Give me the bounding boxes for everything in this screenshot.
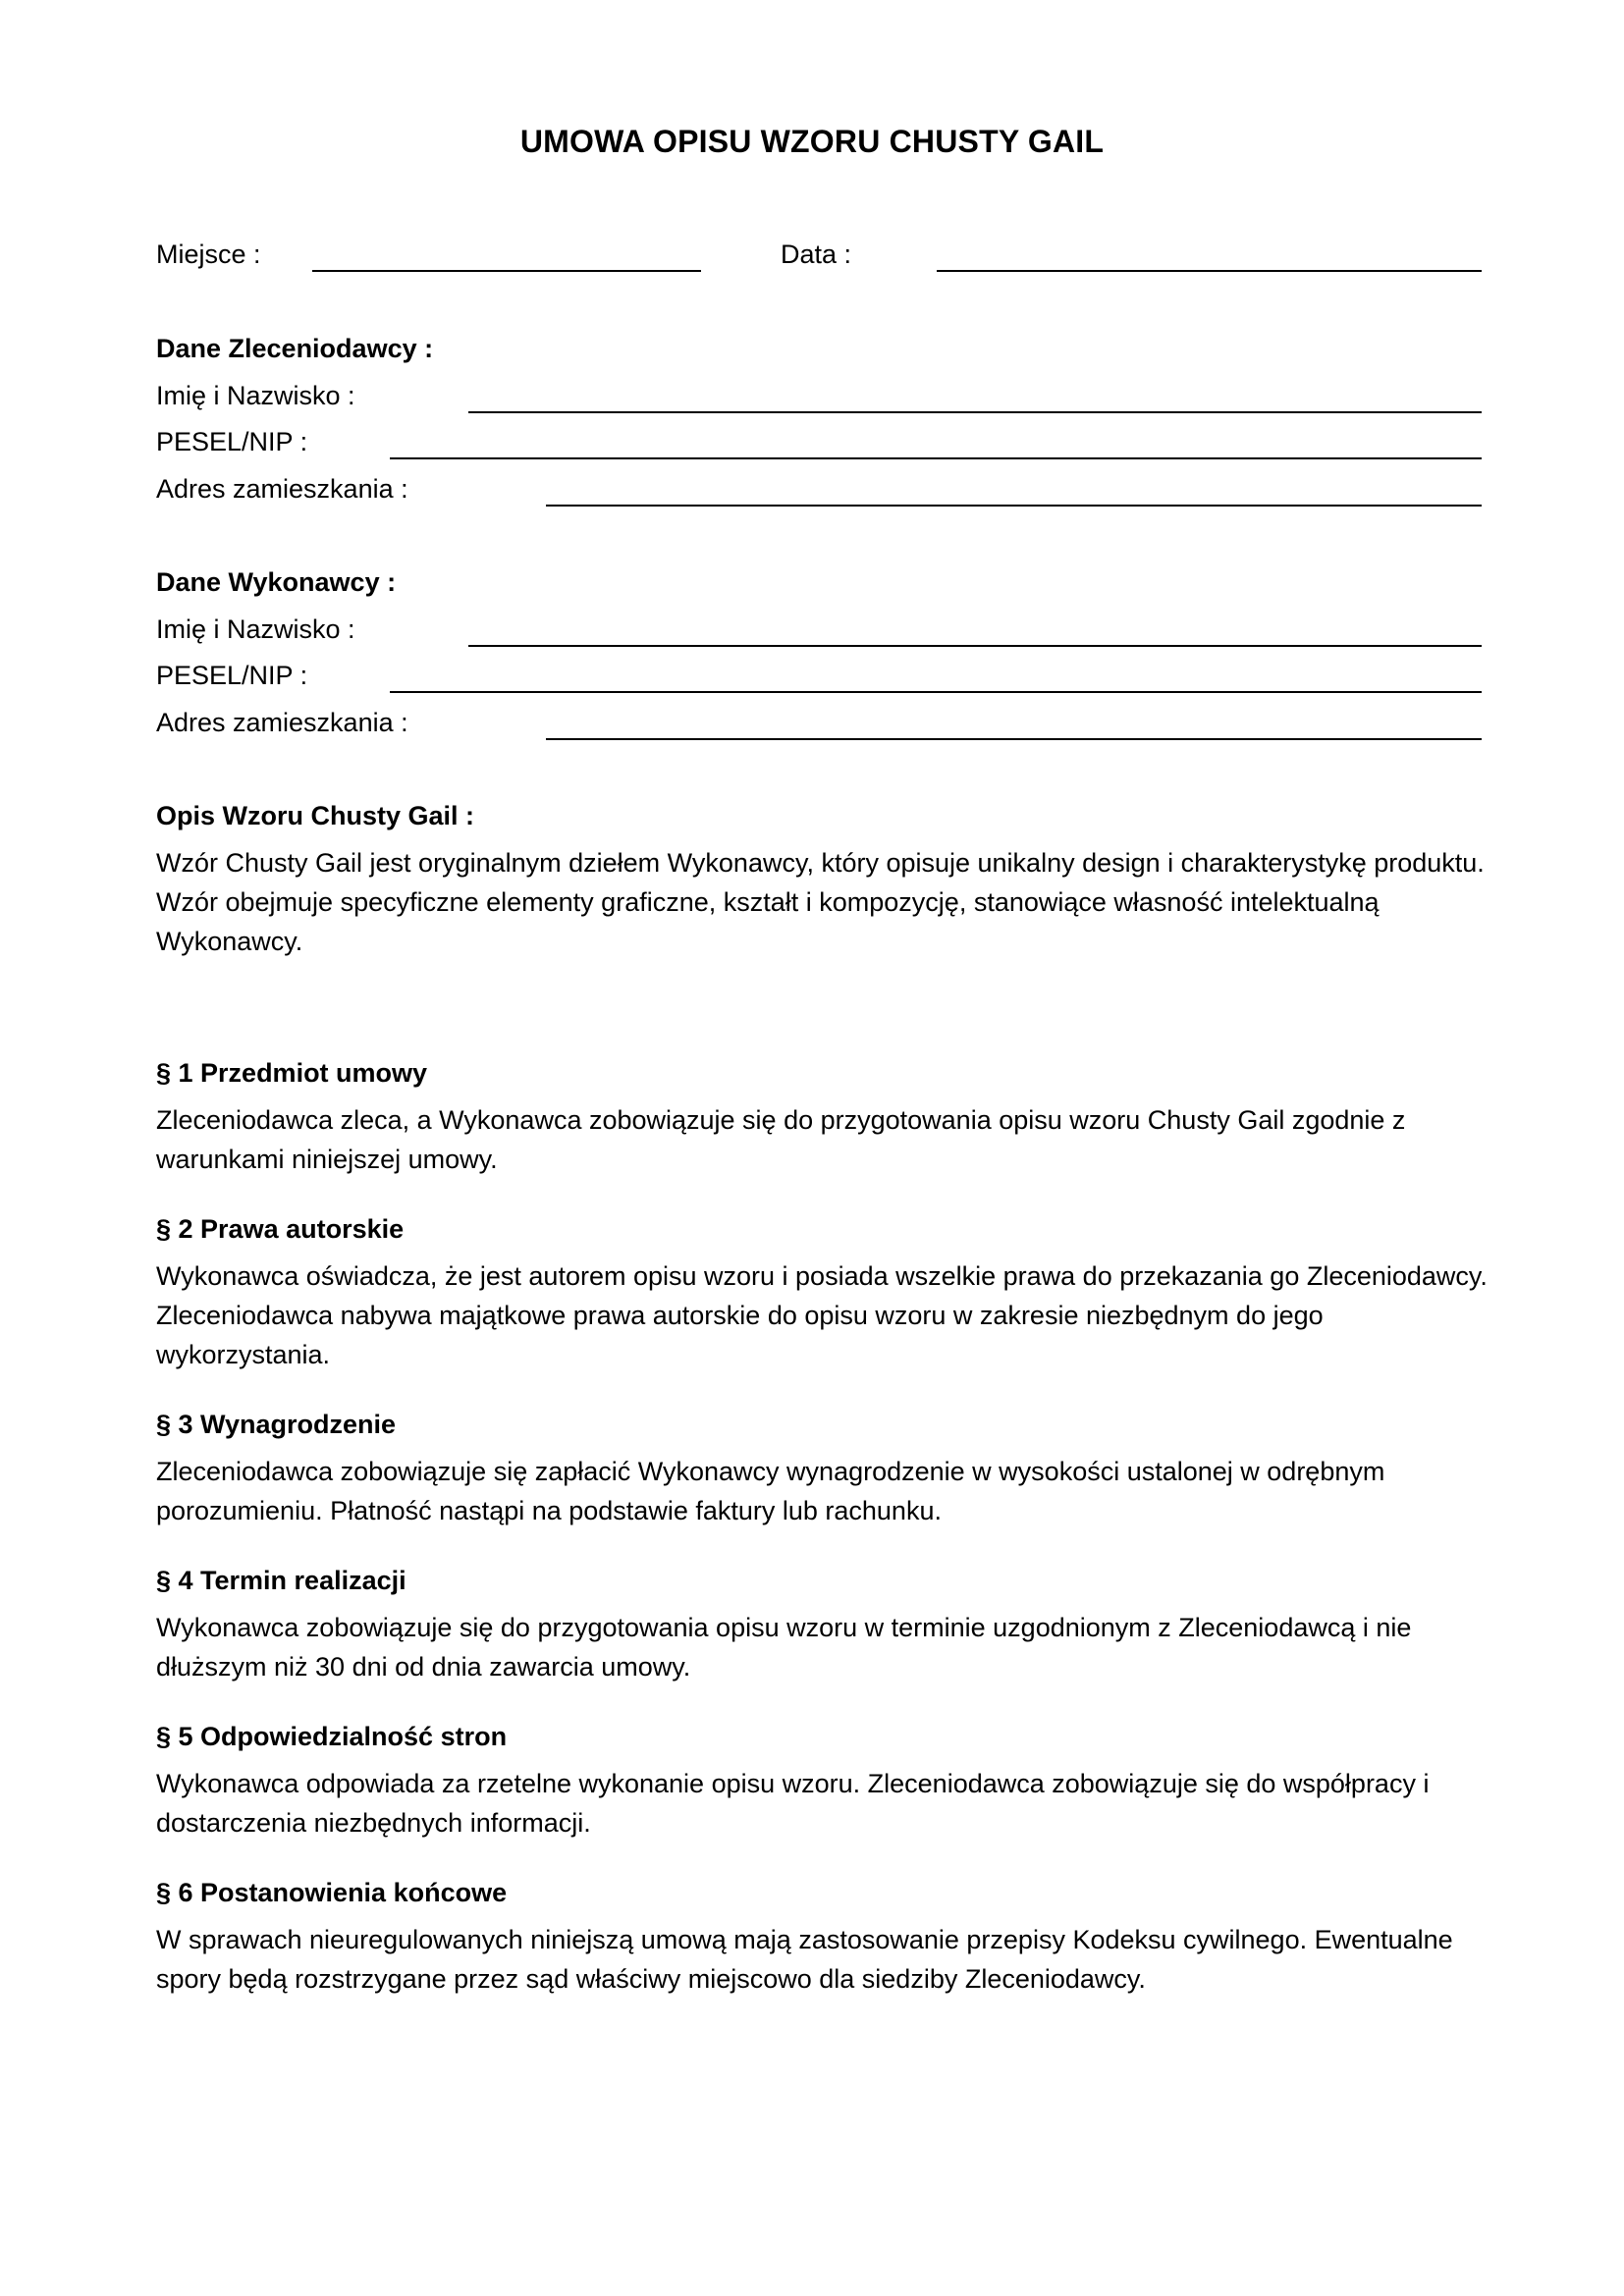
client-name-label: Imię i Nazwisko : (156, 381, 355, 410)
section-1-text: Zleceniodawca zleca, a Wykonawca zobowiązuje się do przygotowania opisu wzoru Chusty Gail zgodnie z warunkami niniejszej umowy. (156, 1105, 1406, 1174)
section-6-text: W sprawach nieuregulowanych niniejszą umową mają zastosowanie przepisy Kodeksu cywilnego. Ewentualne spory będą rozstrzygane przez sąd właściwy miejscowo dla siedziby Zleceniodawcy. (156, 1925, 1453, 1994)
section-6-heading: § 6 Postanowienia końcowe (156, 1878, 508, 1907)
contractor-id-field-line[interactable] (390, 691, 1482, 693)
contractor-name-field-line[interactable] (468, 645, 1482, 647)
client-address-field-line[interactable] (546, 505, 1482, 507)
date-field-line[interactable] (937, 270, 1482, 272)
section-3-heading: § 3 Wynagrodzenie (156, 1410, 397, 1439)
section-5-text: Wykonawca odpowiada za rzetelne wykonanie opisu wzoru. Zleceniodawca zobowiązuje się do współpracy i dostarczenia niezbędnych informacji. (156, 1769, 1430, 1838)
contractor-id-label: PESEL/NIP : (156, 661, 308, 690)
contractor-address-label: Adres zamieszkania : (156, 708, 408, 737)
date-label: Data : (781, 240, 852, 269)
section-3-text: Zleceniodawca zobowiązuje się zapłacić Wykonawcy wynagrodzenie w wysokości ustalonej w odrębnym porozumieniu. Płatność nastąpi na podstawie faktury lub rachunku. (156, 1457, 1385, 1525)
description-heading: Opis Wzoru Chusty Gail : (156, 801, 475, 830)
section-2-text: Wykonawca oświadcza, że jest autorem opisu wzoru i posiada wszelkie prawa do przekazania go Zleceniodawcy. Zleceniodawca nabywa majątkowe prawa autorskie do opisu wzoru w zakresie niezbędnym do jego wykorzystania. (156, 1261, 1488, 1369)
client-id-label: PESEL/NIP : (156, 427, 308, 456)
section-1-heading: § 1 Przedmiot umowy (156, 1058, 428, 1088)
section-5-heading: § 5 Odpowiedzialność stron (156, 1722, 508, 1751)
document-title: UMOWA OPISU WZORU CHUSTY GAIL (519, 124, 1105, 159)
section-4-heading: § 4 Termin realizacji (156, 1566, 406, 1595)
client-address-label: Adres zamieszkania : (156, 474, 408, 504)
contractor-name-label: Imię i Nazwisko : (156, 614, 355, 644)
client-name-field-line[interactable] (468, 411, 1482, 413)
description-text: Wzór Chusty Gail jest oryginalnym dziełem Wykonawcy, który opisuje unikalny design i charakterystykę produktu. Wzór obejmuje specyficzne elementy graficzne, kształt i kompozycję, stanowiące własność intelektualną Wykonawcy. (156, 848, 1485, 956)
section-2-heading: § 2 Prawa autorskie (156, 1214, 405, 1244)
place-field-line[interactable] (312, 270, 701, 272)
contractor-heading: Dane Wykonawcy : (156, 567, 397, 597)
section-4-text: Wykonawca zobowiązuje się do przygotowania opisu wzoru w terminie uzgodnionym z Zleceniodawcą i nie dłuższym niż 30 dni od dnia zawarcia umowy. (156, 1613, 1412, 1682)
place-label: Miejsce : (156, 240, 261, 269)
client-heading: Dane Zleceniodawcy : (156, 334, 434, 363)
contractor-address-field-line[interactable] (546, 738, 1482, 740)
client-id-field-line[interactable] (390, 457, 1482, 459)
